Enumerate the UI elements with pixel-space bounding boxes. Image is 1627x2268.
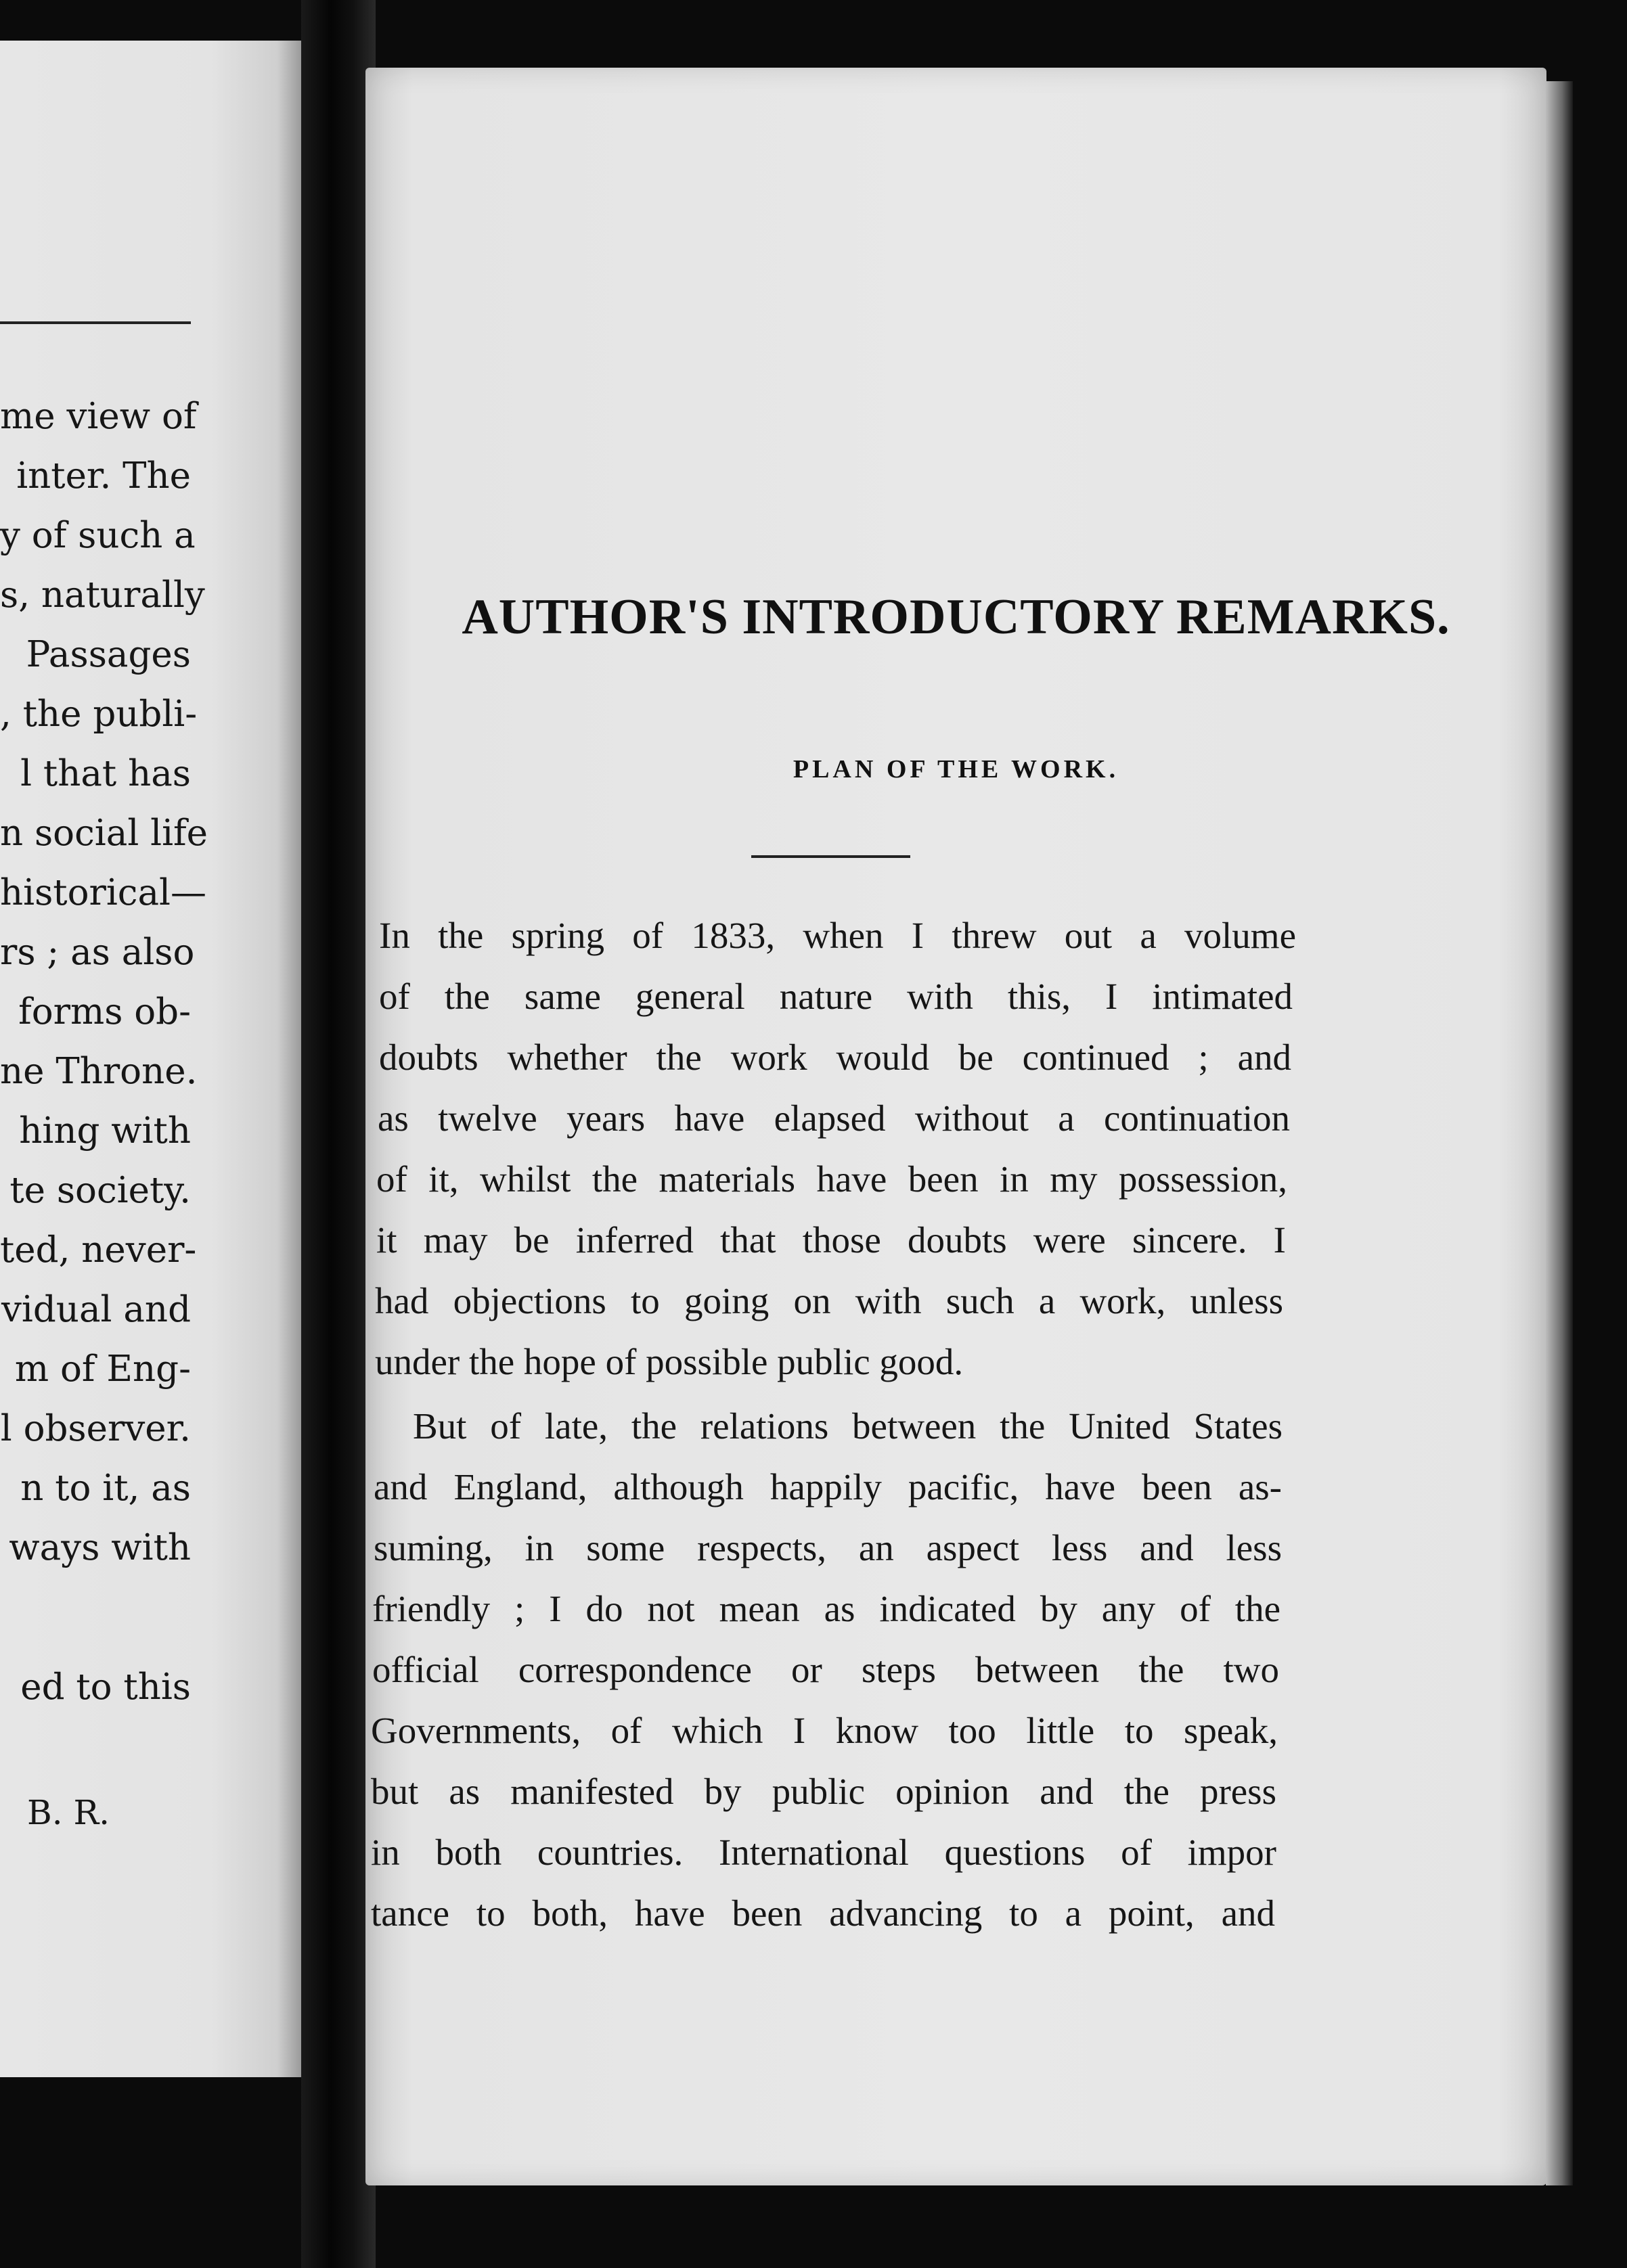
left-line: ed to this	[20, 1666, 191, 1708]
left-line: te society.	[9, 1170, 191, 1211]
left-line: Passages	[26, 634, 191, 675]
left-line: historical—	[0, 872, 207, 913]
left-line: l that has	[20, 753, 191, 794]
left-line: vidual and	[1, 1289, 191, 1330]
left-line: n social life	[0, 813, 208, 854]
left-line: l observer.	[0, 1408, 191, 1449]
title-rule	[751, 855, 910, 858]
book-gutter	[301, 0, 376, 2268]
left-line: rs ; as also	[0, 932, 195, 973]
signature: B. R.	[27, 1793, 110, 1832]
body-line: in both countries. International questions of impor	[371, 1832, 1276, 1873]
page-title: AUTHOR'S INTRODUCTORY REMARKS.	[462, 589, 1450, 645]
body-line: tance to both, have been advancing to a point, and	[371, 1892, 1275, 1934]
body-line: of the same general nature with this, I intimated	[379, 976, 1293, 1017]
body-line: friendly ; I do not mean as indicated by any of the	[372, 1588, 1280, 1629]
left-line: n to it, as	[20, 1468, 191, 1509]
left-line: hing with	[19, 1110, 191, 1152]
body-line: had objections to going on with such a work, unless	[375, 1280, 1283, 1321]
left-page-last-line	[0, 1658, 191, 1717]
left-line: s, naturally	[0, 574, 205, 616]
body-line: suming, in some respects, an aspect less and less	[374, 1527, 1282, 1568]
left-page-text	[0, 387, 208, 1697]
left-line: forms ob-	[18, 991, 191, 1033]
left-line: y of such a	[0, 515, 196, 556]
left-line: ne Throne.	[0, 1051, 198, 1092]
previous-page	[0, 41, 301, 2077]
body-line: and England, although happily pacific, have been as-	[374, 1466, 1282, 1507]
body-line: Governments, of which I know too little to speak,	[371, 1710, 1278, 1751]
left-page-rule	[0, 321, 191, 324]
body-line: doubts whether the work would be continued ; and	[379, 1037, 1291, 1078]
left-line: , the publi-	[0, 694, 198, 735]
main-page	[365, 68, 1546, 2185]
body-line: under the hope of possible public good.	[375, 1341, 964, 1382]
body-line: of it, whilst the materials have been in my possession,	[376, 1158, 1287, 1200]
page-edge	[1546, 81, 1573, 2185]
body-line: as twelve years have elapsed without a continuation	[378, 1097, 1290, 1139]
page-subtitle: PLAN OF THE WORK.	[793, 755, 1119, 784]
left-line: inter. The	[16, 455, 191, 497]
body-line: official correspondence or steps between the two	[372, 1649, 1279, 1690]
body-line: it may be inferred that those doubts were sincere. I	[376, 1219, 1286, 1261]
body-line: but as manifested by public opinion and the press	[371, 1771, 1276, 1812]
left-line: ted, never-	[0, 1229, 197, 1271]
left-line: m of Eng-	[14, 1348, 191, 1390]
body-line: In the spring of 1833, when I threw out a volume	[379, 915, 1296, 956]
body-line: But of late, the relations between the United States	[413, 1405, 1283, 1447]
left-line: ways with	[9, 1527, 191, 1568]
left-line: me view of	[0, 396, 197, 437]
